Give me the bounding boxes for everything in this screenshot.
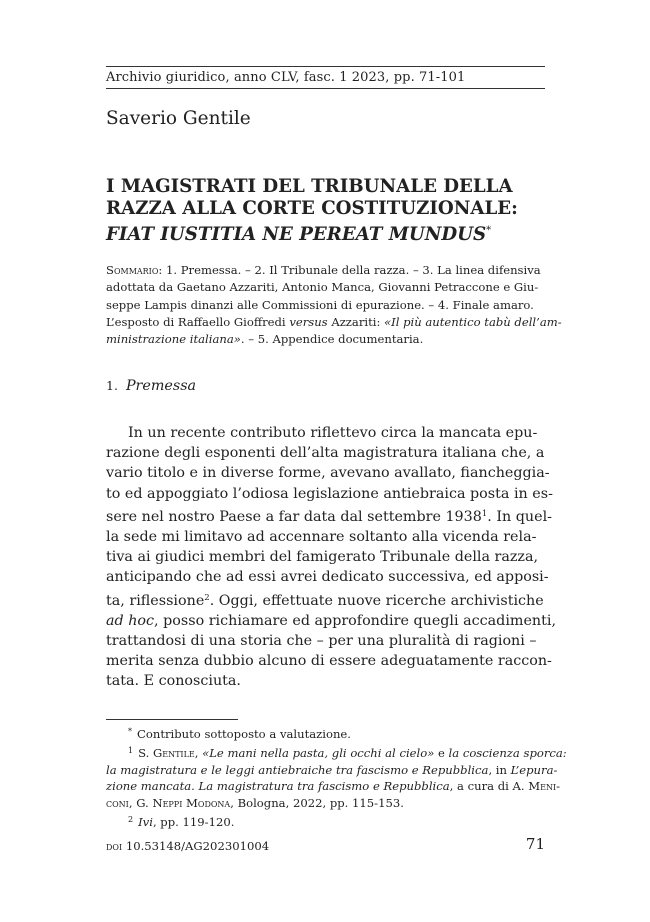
- body-line: trattandosi di una storia che – per una pluralità di ragioni –: [106, 633, 537, 650]
- body-line: In un recente contributo riflettevo circa la mancata epu-: [128, 425, 538, 441]
- footnote-1-cont: zione mancata. La magistratura tra fascismo e Repubblica, a cura di A. Meni-: [106, 779, 561, 794]
- footnote-1-cont: la magistratura e le leggi antiebraiche tra fascismo e Repubblica, in L’epura-: [106, 762, 558, 777]
- summary-line: seppe Lampis dinanzi alle Commissioni di epurazione. – 4. Finale amaro.: [106, 297, 534, 312]
- body-line: merita senza dubbio alcuno di essere adeguatamente raccon-: [106, 653, 552, 670]
- author-name: Saverio Gentile: [106, 108, 251, 129]
- doi-value: 10.53148/AG202301004: [122, 839, 270, 853]
- article-title: [106, 176, 556, 246]
- body-line: tiva ai giudici membri del famigerato Tribunale della razza,: [106, 549, 539, 566]
- title-note-mark: *: [486, 225, 492, 236]
- section-title: Premessa: [125, 378, 197, 394]
- doi-identifier[interactable]: [106, 839, 269, 853]
- body-line: la sede mi limitavo ad accennare soltanto alla vicenda rela-: [106, 529, 537, 546]
- summary: [106, 262, 562, 348]
- footnote-ref-1[interactable]: 1: [481, 508, 488, 519]
- page-number: 71: [525, 835, 545, 853]
- journal-reference: Archivio giuridico, anno CLV, fasc. 1 2023, pp. 71-101: [106, 70, 466, 85]
- header-bottom-rule: [106, 88, 545, 89]
- summary-line: ministrazione italiana». – 5. Appendice documentaria.: [106, 332, 424, 347]
- footnote-star: * Contributo sottoposto a valutazione.: [128, 727, 351, 741]
- header-top-rule: [106, 66, 545, 67]
- body-line: razione degli esponenti dell’alta magistratura italiana che, a: [106, 445, 545, 462]
- summary-line: adottata da Gaetano Azzariti, Antonio Manca, Giovanni Petraccone e Giu-: [106, 280, 539, 295]
- title-latin-motto: FIAT IUSTITIA NE PEREAT MUNDUS: [106, 224, 487, 245]
- footnote-1-cont: coni, G. Neppi Modona, Bologna, 2022, pp. 115-153.: [106, 796, 404, 811]
- title-line-1: I MAGISTRATI DEL TRIBUNALE DELLA: [106, 176, 513, 197]
- summary-line: L’esposto di Raffaello Gioffredi versus Azzariti: «Il più autentico tabù dell’am-: [106, 314, 562, 329]
- footnote-separator: [106, 719, 238, 720]
- footnote-2: $^2$ Ivi, pp. 119-120.: [128, 814, 235, 829]
- summary-line: Sommario: 1. Premessa. – 2. Il Tribunale della razza. – 3. La linea difensiva: [106, 263, 541, 277]
- body-line: to ed appoggiato l’odiosa legislazione antiebraica posta in es-: [106, 485, 553, 502]
- footnotes: [106, 724, 567, 831]
- body-line: tata. E conosciuta.: [106, 673, 241, 690]
- title-line-2: RAZZA ALLA CORTE COSTITUZIONALE:: [106, 198, 518, 219]
- body-line: sere nel nostro Paese a far data dal settembre 1938$^1$. In quel-: [106, 508, 552, 525]
- title-line-3: [106, 220, 556, 246]
- body-line: ad hoc, posso richiamare ed approfondire quegli accadimenti,: [106, 612, 556, 629]
- body-line: anticipando che ad essi avrei dedicato successiva, ed apposi-: [106, 569, 549, 586]
- body-line: ta, riflessione$^2$. Oggi, effettuate nuove ricerche archivistiche: [106, 592, 544, 609]
- section-number: 1.: [106, 378, 118, 393]
- body-paragraph: [106, 423, 556, 692]
- summary-label: Sommario: [106, 263, 159, 277]
- section-heading: [106, 378, 196, 394]
- body-line: vario titolo e in diverse forme, avevano avallato, fiancheggia-: [106, 465, 550, 482]
- footnote-1: $^1$ S. Gentile, «Le mani nella pasta, gli occhi al cielo» e la coscienza sporca:: [128, 745, 567, 760]
- doi-label: doi: [106, 839, 123, 853]
- footnote-ref-2[interactable]: 2: [204, 592, 210, 603]
